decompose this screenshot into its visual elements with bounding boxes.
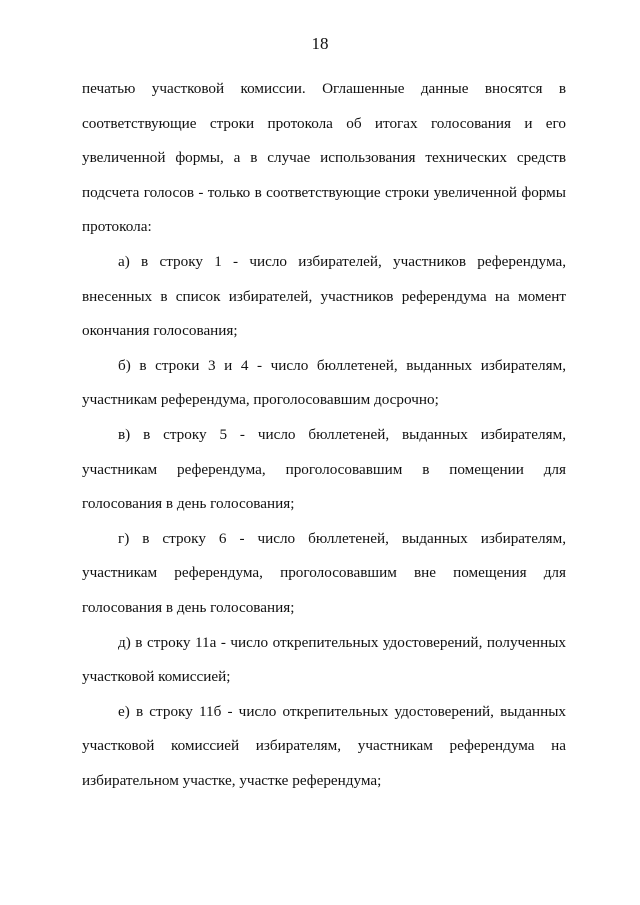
paragraph-item-g: г) в строку 6 - число бюллетеней, выданных избирателям, участникам референдума, проголосовавшим вне помещения для голосования в день голосования;: [82, 529, 566, 616]
paragraph-item-v: в) в строку 5 - число бюллетеней, выданных избирателям, участникам референдума, проголосовавшим в помещении для голосования в день голосования;: [82, 425, 566, 513]
paragraph-item-e: е) в строку 11б - число открепительных удостоверений, выданных участковой комиссией избирателям, участникам референдума на избирательном участке, участке референдума;: [82, 702, 566, 789]
paragraph-item-d: д) в строку 11а - число открепительных удостоверений, полученных участковой комиссией;: [82, 633, 566, 686]
paragraph-item-a: а) в строку 1 - число избирателей, участников референдума, внесенных в список избирателей, участников референдума на момент окончания голосования;: [82, 252, 566, 340]
paragraph-intro-continuation: печатью участковой комиссии. Оглашенные данные вносятся в соответствующие строки протокола об итогах голосования и его увеличенной формы, а в случае использования технических средств подсчета голосов - только в соответствующие строки увеличенной формы протокола:: [82, 80, 566, 236]
document-body: [82, 72, 566, 798]
page-number: 18: [311, 34, 329, 53]
paragraph-item-b: б) в строки 3 и 4 - число бюллетеней, выданных избирателям, участникам референдума, проголосовавшим досрочно;: [82, 356, 566, 409]
